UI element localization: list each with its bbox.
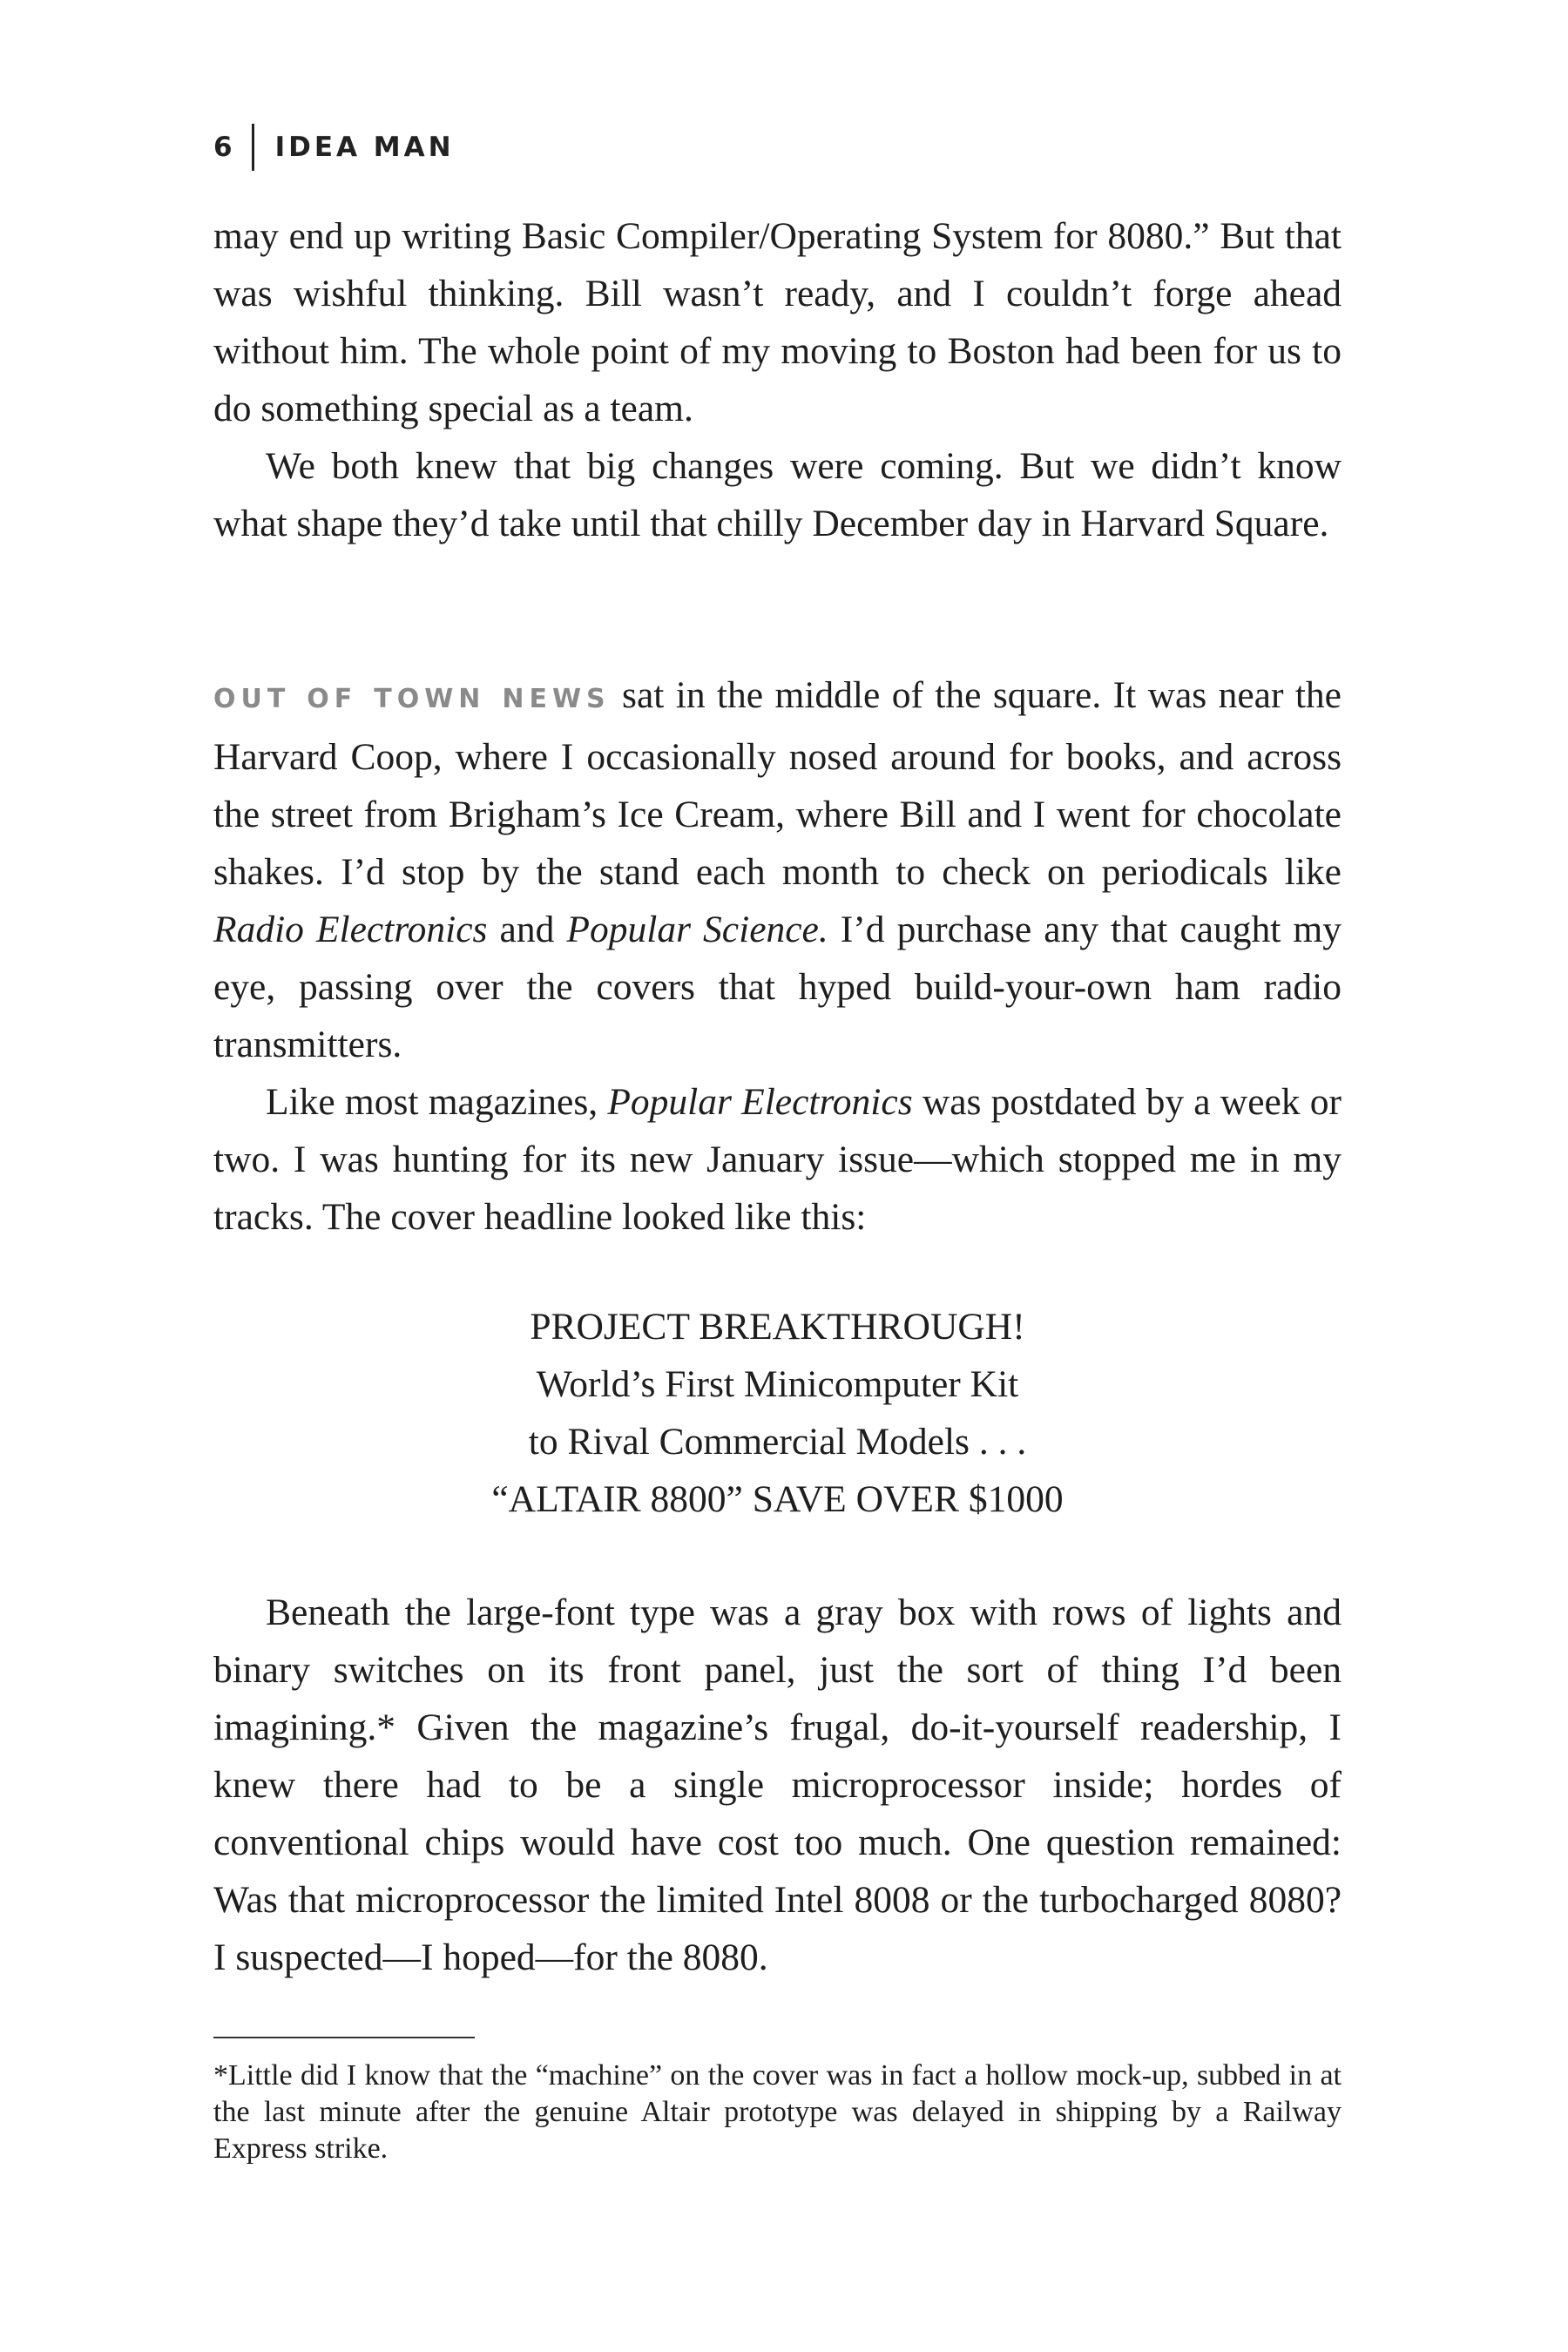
paragraph-1: may end up writing Basic Compiler/Operating System for 8080.” But that was wishful thinking. Bill wasn’t ready, and I couldn’t forge ahead without him. The whole point of my moving to Boston had been for us to do something special as a team. (213, 215, 1342, 429)
paragraph-2: We both knew that big changes were coming. But we didn’t know what shape they’d take until that chilly December day in Harvard Square. (213, 445, 1342, 544)
paragraph-3-text-c: I’d purchase any that caught my eye, passing over the covers that hyped build-your-own ham radio transmitters. (213, 909, 1342, 1065)
paragraph-3 (213, 666, 1342, 1073)
magazine-title-radio-electronics: Radio Electronics (213, 909, 488, 950)
magazine-title-popular-electronics: Popular Electronics (607, 1081, 913, 1123)
body-text-section-1 (213, 207, 1342, 552)
footnote (213, 2058, 1342, 2167)
page-number: 6 (213, 132, 236, 163)
headline-line-1: PROJECT BREAKTHROUGH! (530, 1306, 1025, 1348)
paragraph-4-text-a: Like most magazines, (266, 1081, 608, 1123)
headline-line-4: “ALTAIR 8800” SAVE OVER $1000 (491, 1478, 1064, 1520)
footnote-divider (213, 2037, 475, 2038)
book-title: IDEA MAN (274, 132, 455, 163)
running-head (213, 124, 455, 171)
cover-headline-quote (213, 1298, 1342, 1528)
headline-line-2: World’s First Minicomputer Kit (536, 1363, 1019, 1405)
headline-line-3: to Rival Commercial Models . . . (528, 1421, 1027, 1463)
body-text-section-3 (213, 1584, 1342, 1986)
footnote-text: *Little did I know that the “machine” on the cover was in fact a hollow mock-up, subbed in at the last minute after the genuine Altair prototype was delayed in shipping by a Railway Express strike. (213, 2059, 1342, 2165)
section-lead-in: OUT OF TOWN NEWS (213, 684, 611, 714)
magazine-title-popular-science: Popular Science. (566, 909, 828, 950)
paragraph-5: Beneath the large-font type was a gray box with rows of lights and binary switches on its front panel, just the sort of thing I’d been imagining.* Given the magazine’s frugal, do-it-yourself readership, I knew there had to be a single microprocessor inside; hordes of conventional chips would have cost too much. One question remained: Was that microprocessor the limited Intel 8008 or the turbocharged 8080? I suspected—I hoped—for the 8080. (213, 1592, 1342, 1978)
body-text-section-2 (213, 666, 1342, 1246)
running-head-divider (252, 124, 254, 171)
paragraph-3-text-b: and (487, 909, 567, 950)
paragraph-3-text-a: sat in the middle of the square. It was near the Harvard Coop, where I occasionally nosed around for books, and across the street from Brigham’s Ice Cream, where Bill and I went for chocolate shakes. I’d stop by the stand each month to check on periodicals like (213, 674, 1342, 893)
paragraph-4 (213, 1073, 1342, 1246)
paragraph-4-text-b: was postdated by a week or two. I was hunting for its new January issue—which stopped me in my tracks. The cover headline looked like this: (213, 1081, 1342, 1238)
